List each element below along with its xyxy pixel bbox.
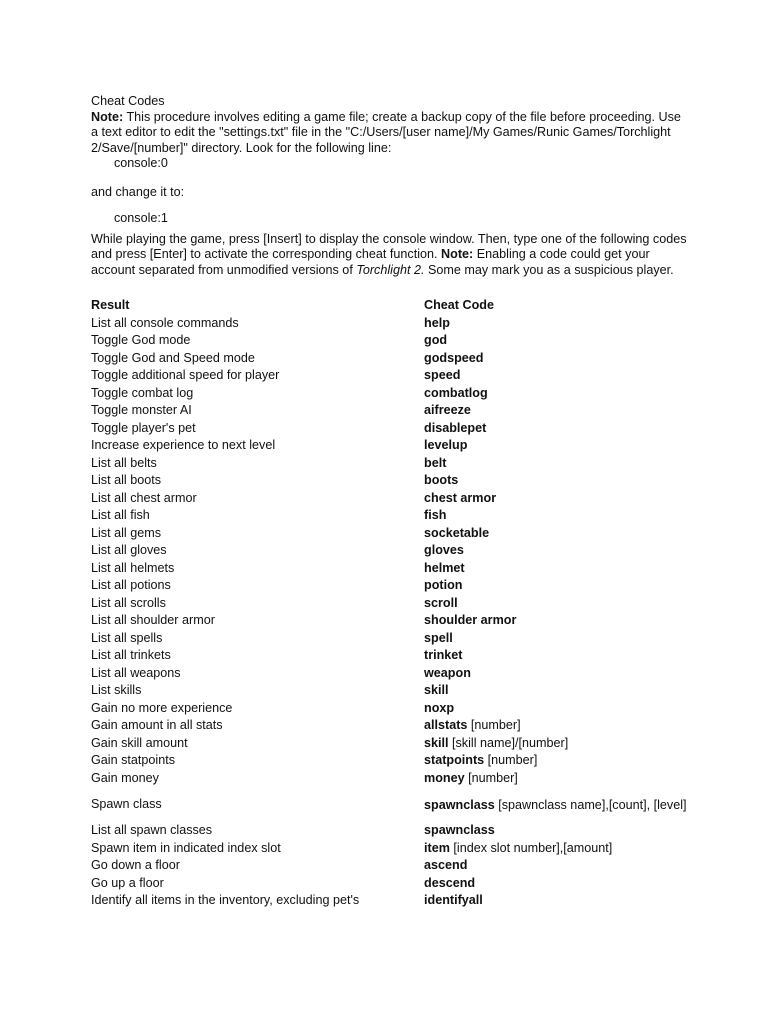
cheat-code: skill (424, 683, 449, 697)
cheat-code: help (424, 315, 450, 330)
result-cell: List all chest armor (91, 490, 197, 505)
cheat-code-cell (424, 700, 691, 718)
table-row (91, 507, 691, 525)
cheat-code-args: [skill name]/[number] (448, 735, 569, 750)
table-row (91, 472, 691, 490)
table-row (91, 490, 691, 508)
table-row (91, 630, 691, 648)
header-cheat-code: Cheat Code (424, 298, 494, 312)
result-cell: List all weapons (91, 665, 181, 680)
result-cell: List all helmets (91, 560, 175, 575)
cheat-code-cell (424, 560, 691, 578)
table-row (91, 770, 691, 788)
cheat-code-cell (424, 682, 691, 700)
table-row (91, 875, 691, 893)
cheat-code: fish (424, 508, 447, 522)
result-cell: Toggle additional speed for player (91, 368, 280, 382)
table-row (91, 665, 691, 683)
cheat-code: scroll (424, 595, 458, 610)
cheat-code: levelup (424, 438, 468, 452)
result-cell: List all shoulder armor (91, 613, 215, 627)
table-row (91, 717, 691, 735)
result-cell: Go up a floor (91, 875, 164, 890)
note-paragraph (91, 110, 691, 157)
result-cell: Gain money (91, 770, 159, 785)
result-cell: List all spells (91, 630, 163, 645)
cheat-code: aifreeze (424, 403, 471, 417)
cheat-code-cell (424, 420, 691, 438)
cheat-code: item (424, 840, 450, 855)
table-header-row (91, 297, 691, 315)
result-cell: Go down a floor (91, 858, 180, 872)
cheat-code-cell (424, 577, 691, 595)
table-row (91, 700, 691, 718)
table-row (91, 385, 691, 403)
instructions-paragraph (91, 232, 691, 279)
result-cell: List all scrolls (91, 595, 166, 610)
cheat-code: socketable (424, 525, 490, 540)
header-result: Result (91, 298, 130, 312)
cheat-code-cell (424, 490, 691, 508)
table-row (91, 612, 691, 630)
table-row (91, 420, 691, 438)
cheat-code: shoulder armor (424, 613, 517, 627)
table-row (91, 525, 691, 543)
table-row (91, 787, 691, 822)
cheat-code-cell (424, 437, 691, 455)
result-cell: List all spawn classes (91, 823, 213, 837)
table-row (91, 402, 691, 420)
cheat-code-cell (424, 455, 691, 473)
cheat-code-cell (424, 787, 691, 822)
console-old-line: console:0 (114, 156, 168, 170)
result-cell: Toggle combat log (91, 385, 194, 400)
cheat-code: combatlog (424, 385, 488, 400)
cheat-code: identifyall (424, 893, 483, 907)
cheat-code: descend (424, 875, 476, 890)
table-row (91, 647, 691, 665)
cheat-code-cell (424, 857, 691, 875)
result-cell: Spawn class (91, 796, 162, 811)
cheat-code: ascend (424, 858, 468, 872)
cheat-code-cell (424, 367, 691, 385)
cheat-code: weapon (424, 665, 471, 680)
result-cell: List skills (91, 683, 142, 697)
cheat-code-args: [spawnclass name],[count], [level] (494, 797, 687, 812)
cheat-code-cell (424, 892, 691, 910)
cheat-code-cell (424, 665, 691, 683)
cheat-code: godspeed (424, 350, 484, 365)
cheat-code-cell (424, 315, 691, 333)
cheat-code-table (91, 297, 691, 910)
result-cell: Spawn item in indicated index slot (91, 840, 281, 855)
table-row (91, 735, 691, 753)
cheat-code: spell (424, 630, 453, 645)
cheat-code-args: [number] (484, 753, 538, 767)
cheat-code-cell (424, 770, 691, 788)
result-cell: Gain amount in all stats (91, 718, 223, 732)
result-cell: List all gems (91, 525, 161, 540)
cheat-code-cell (424, 717, 691, 735)
table-row (91, 682, 691, 700)
table-row (91, 560, 691, 578)
result-cell: Gain skill amount (91, 735, 188, 750)
cheat-code-cell (424, 612, 691, 630)
result-cell: List all boots (91, 473, 162, 487)
table-row (91, 595, 691, 613)
cheat-code: skill (424, 735, 449, 750)
result-cell: Toggle God and Speed mode (91, 350, 255, 365)
cheat-code-cell (424, 542, 691, 560)
table-row (91, 315, 691, 333)
cheat-code-cell (424, 752, 691, 770)
change-text: and change it to: (91, 184, 185, 199)
table-body (91, 315, 691, 910)
cheat-code: money (424, 770, 465, 785)
cheat-code-cell (424, 647, 691, 665)
result-cell: List all fish (91, 508, 150, 522)
cheat-code-cell (424, 840, 691, 858)
result-cell: Toggle God mode (91, 333, 191, 347)
table-row (91, 437, 691, 455)
cheat-code-cell (424, 595, 691, 613)
cheat-code-cell (424, 875, 691, 893)
note-text: This procedure involves editing a game file; create a backup copy of the file before proceeding. Use a text editor to edit the "settings.txt" file in the "C:/Users/[user name]/My Games/Runic Games/Torchlight 2/Save/[number]" directory. Look for the following line: (91, 109, 681, 155)
cheat-code: noxp (424, 700, 455, 715)
table-row (91, 752, 691, 770)
table-row (91, 350, 691, 368)
cheat-code: gloves (424, 543, 464, 557)
cheat-code: god (424, 333, 448, 347)
cheat-code: speed (424, 368, 461, 382)
result-cell: List all belts (91, 455, 157, 470)
cheat-code-cell (424, 525, 691, 543)
result-cell: Toggle monster AI (91, 403, 192, 417)
game-name: Torchlight 2. (356, 262, 425, 277)
result-cell: List all trinkets (91, 648, 171, 662)
result-cell: List all console commands (91, 315, 239, 330)
cheat-code-cell (424, 385, 691, 403)
cheat-code-cell (424, 822, 691, 840)
note2-label: Note: (441, 247, 474, 261)
document-title: Cheat Codes (91, 94, 165, 108)
cheat-code-cell (424, 402, 691, 420)
cheat-code-args: [index slot number],[amount] (449, 840, 613, 855)
table-row (91, 857, 691, 875)
cheat-code: spawnclass (424, 797, 495, 812)
table-row (91, 892, 691, 910)
cheat-code: boots (424, 473, 459, 487)
cheat-code: trinket (424, 648, 463, 662)
table-row (91, 542, 691, 560)
result-cell: Increase experience to next level (91, 438, 276, 452)
cheat-code: allstats (424, 718, 468, 732)
table-row (91, 822, 691, 840)
table-row (91, 455, 691, 473)
note-label: Note: (91, 109, 124, 124)
cheat-code-cell (424, 332, 691, 350)
console-new-line: console:1 (114, 211, 168, 225)
result-cell: Gain statpoints (91, 753, 176, 767)
note2-text-a: Enabling a code could get your account separated from unmodified versions of (91, 247, 650, 277)
result-cell: Identify all items in the inventory, excluding pet's (91, 893, 360, 907)
result-cell: List all gloves (91, 543, 167, 557)
cheat-code-args: [number] (464, 770, 518, 785)
cheat-code: helmet (424, 560, 465, 575)
result-cell: Toggle player's pet (91, 420, 196, 435)
cheat-code: spawnclass (424, 823, 495, 837)
cheat-code-cell (424, 472, 691, 490)
table-row (91, 332, 691, 350)
cheat-code-cell (424, 507, 691, 525)
table-row (91, 367, 691, 385)
cheat-code: disablepet (424, 420, 487, 435)
document-page (91, 94, 691, 910)
cheat-code-cell (424, 630, 691, 648)
result-cell: List all potions (91, 578, 171, 592)
cheat-code: statpoints (424, 753, 485, 767)
cheat-code-args: [number] (467, 718, 521, 732)
cheat-code-cell (424, 350, 691, 368)
table-row (91, 840, 691, 858)
cheat-code-cell (424, 735, 691, 753)
result-cell: Gain no more experience (91, 700, 233, 715)
table-row (91, 577, 691, 595)
note2-text-b: Some may mark you as a suspicious player. (424, 262, 674, 277)
cheat-code: belt (424, 455, 447, 470)
cheat-code: potion (424, 578, 463, 592)
play-text: While playing the game, press [Insert] to display the console window. Then, type one of the following codes and press [Enter] to activate the corresponding cheat function. (91, 231, 687, 261)
cheat-code: chest armor (424, 490, 497, 505)
